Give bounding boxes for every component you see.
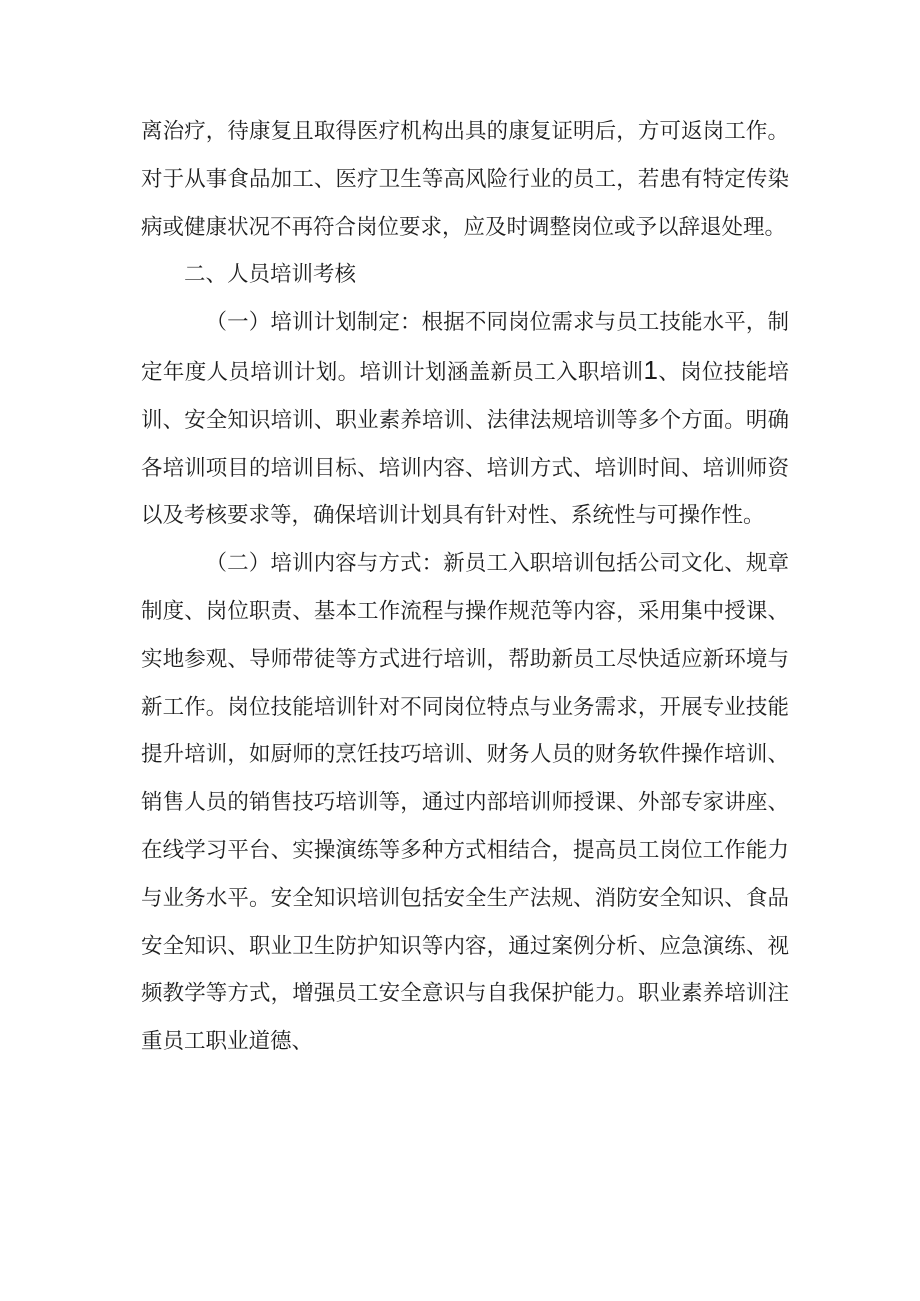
paragraph-training-plan (141, 299, 789, 540)
document-body (141, 108, 789, 1066)
footnote-number: 1 (643, 354, 658, 385)
paragraph-training-plan-text-b: 、岗位技能培训、安全知识培训、职业素养培训、法律法规培训等多个方面。明确各培训项目的培训目标、培训内容、培训方式、培训时间、培训师资以及考核要求等，确保培训计划具有针对性、系统性与可操作性。 (141, 359, 789, 529)
paragraph-training-content: （二）培训内容与方式：新员工入职培训包括公司文化、规章制度、岗位职责、基本工作流程与操作规范等内容，采用集中授课、实地参观、导师带徒等方式进行培训，帮助新员工尽快适应新环境与新工作。岗位技能培训针对不同岗位特点与业务需求，开展专业技能提升培训，如厨师的烹饪技巧培训、财务人员的财务软件操作培训、销售人员的销售技巧培训等，通过内部培训师授课、外部专家讲座、在线学习平台、实操演练等多种方式相结合，提高员工岗位工作能力与业务水平。安全知识培训包括安全生产法规、消防安全知识、食品安全知识、职业卫生防护知识等内容，通过案例分析、应急演练、视频教学等方式，增强员工安全意识与自我保护能力。职业素养培训注重员工职业道德、 (141, 551, 789, 1055)
section-heading-training: 二、人员培训考核 (184, 262, 357, 288)
paragraph-training-plan-text-a: （一）培训计划制定：根据不同岗位需求与员工技能水平，制定年度人员培训计划。培训计划涵盖新员工入职培训 (141, 310, 789, 385)
paragraph-health-continuation: 离治疗，待康复且取得医疗机构出具的康复证明后，方可返岗工作。对于从事食品加工、医疗卫生等高风险行业的员工，若患有特定传染病或健康状况不再符合岗位要求，应及时调整岗位或予以辞退处理。 (141, 119, 789, 240)
